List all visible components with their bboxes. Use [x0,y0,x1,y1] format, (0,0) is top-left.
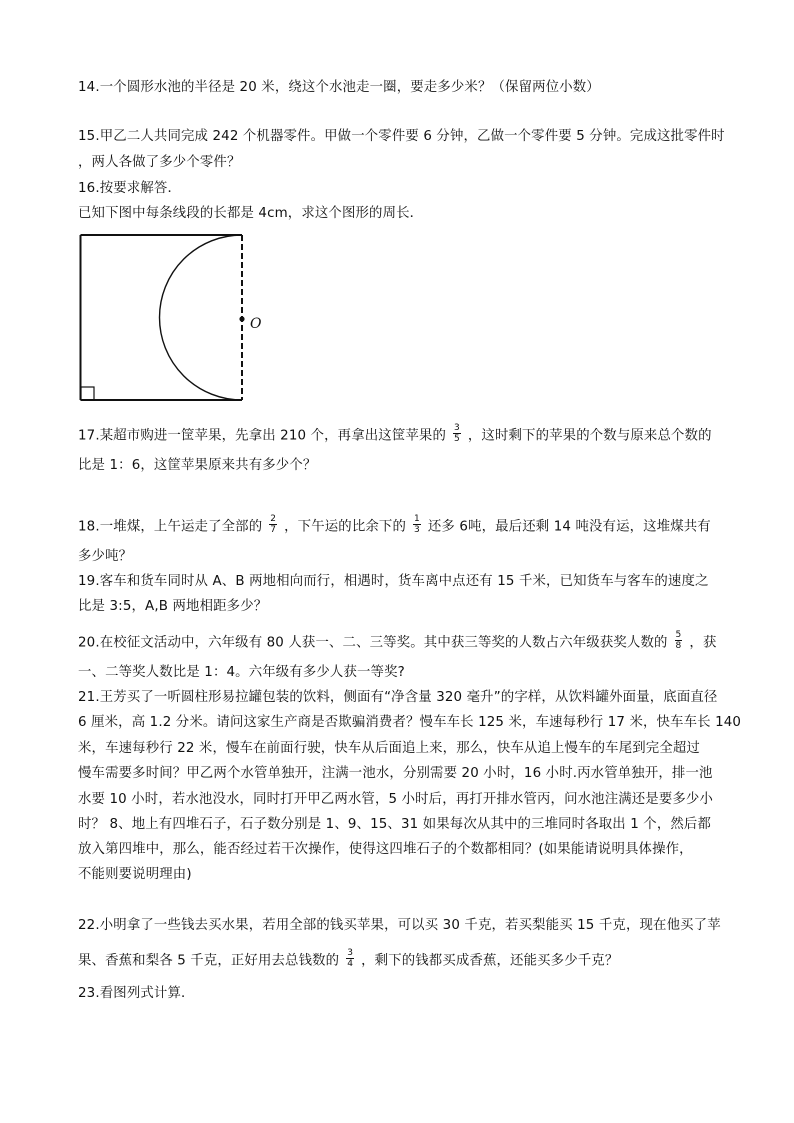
problem-19-text-1: 19.客车和货车同时从 A、B 两地相向而行，相遇时，货车离中点还有 15 千米，已知货车与客车的速度之 [78,574,709,589]
problem-18-line-1 [78,516,711,537]
problem-21-line-3 [78,740,700,758]
problem-17-text-2: 比是 1：6，这筐苹果原来共有多少个？ [78,458,317,473]
problem-19-line-1 [78,573,709,591]
square-semicircle-figure [78,232,278,404]
problem-15-text-1: 15.甲乙二人共同完成 242 个机器零件。甲做一个零件要 6 分钟，乙做一个零件要 5 分钟。完成这批零件时 [78,129,725,144]
problem-21-text-2: 6 厘米，高 1.2 分米。请问这家生产商是否欺骗消费者？慢车车长 125 米，车速每秒行 17 米，快车车长 140 [78,715,742,730]
fraction-denominator: 8 [675,641,682,651]
center-point [239,316,244,321]
fraction-one-third [413,514,421,535]
problem-21-text-5: 水要 10 小时，若水池没水，同时打开甲乙两水管，5 小时后，再打开排水管丙，问水池注满还是要多少小 [78,792,714,807]
problem-21-line-8 [78,866,192,884]
problem-20-line-1 [78,632,717,653]
problem-15-text-2: ，两人各做了多少个零件？ [78,155,241,170]
problem-20-line-2 [78,664,405,682]
problem-18-text-1b: ，下午运的比余下的 [284,519,406,535]
problem-21-text-8: 不能则要说明理由) [78,867,192,882]
fraction-numerator: 2 [270,514,277,524]
semicircle-arc [160,235,243,400]
problem-18-text-2: 多少吨？ [78,549,133,564]
center-label-o: O [250,316,262,332]
problem-21-line-1 [78,689,717,707]
fraction-denominator: 4 [347,959,354,969]
fraction-three-fifths [453,423,461,444]
problem-18-text-1c: 还多 6吨，最后还剩 14 吨没有运，这堆煤共有 [427,519,711,535]
problem-21-line-4 [78,765,713,783]
fraction-numerator: 3 [454,423,460,433]
fraction-two-sevenths [269,514,277,535]
problem-21-text-7: 放入第四堆中，那么，能否经过若干次操作，使得这四堆石子的个数都相同？(如果能请说明具体操作， [78,842,693,857]
problem-15-line-2 [78,154,241,172]
fraction-denominator: 3 [414,525,420,535]
problem-16-line-2 [78,205,423,223]
problem-20-text-1a: 20.在校征文活动中，六年级有 80 人获一、二、三等奖。其中获三等奖的人数占六年级获奖人数的 [78,635,668,651]
problem-22-text-2b: ，剩下的钱都买成香蕉，还能买多少千克？ [361,953,619,969]
problem-22-line-1 [78,917,721,935]
problem-17-text-1a: 17.某超市购进一筐苹果，先拿出 210 个，再拿出这筐苹果的 [78,428,446,444]
problem-23 [78,985,195,1003]
problem-16-text-2: 已知下图中每条线段的长都是 4cm，求这个图形的周长． [78,206,424,221]
problem-21-text-6: 时？ 8、地上有四堆石子，石子数分别是 1、9、15、31 如果每次从其中的三堆同时各取出 1 个，然后都 [78,817,712,832]
problem-21-text-3: 米，车速每秒行 22 米，慢车在前面行驶，快车从后面追上来，那么，快车从追上慢车的车尾到完全超过 [78,741,700,756]
problem-20-text-1b: ，获 [689,635,717,651]
problem-21-text-1: 21.王芳买了一听圆柱形易拉罐包装的饮料，侧面有“净含量 320 毫升”的字样，从饮料罐外面量，底面直径 [78,690,718,705]
problem-19-line-2 [78,598,267,616]
fraction-numerator: 1 [414,514,420,524]
problem-21-line-7 [78,841,693,859]
problem-22-text-1: 22.小明拿了一些钱去买水果，若用全部的钱买苹果，可以买 30 千克，若买梨能买 15 千克，现在他买了苹 [78,918,721,933]
problem-21-line-5 [78,791,713,809]
problem-21-line-6 [78,816,711,834]
problem-15-line-1 [78,128,725,146]
problem-16-line-1 [78,180,181,198]
fraction-denominator: 5 [454,434,460,444]
problem-21-line-2 [78,714,741,732]
problem-22-text-2a: 果、香蕉和梨各 5 千克，正好用去总钱数的 [78,953,340,969]
problem-17-line-2 [78,457,316,475]
fraction-five-eighths [675,630,683,651]
problem-22-line-2 [78,950,618,971]
problem-14-text: 14.一个圆形水池的半径是 20 米，绕这个水池走一圈，要走多少米？（保留两位小数） [78,80,600,95]
problem-20-text-2: 一、二等奖人数比是 1：4。六年级有多少人获一等奖? [78,665,405,680]
problem-18-text-1a: 18.一堆煤，上午运走了全部的 [78,519,263,535]
problem-14 [78,79,600,97]
problem-23-text: 23.看图列式计算． [78,986,195,1001]
problem-17-text-1b: ，这时剩下的苹果的个数与原来总个数的 [467,428,712,444]
problem-21-text-4: 慢车需要多时间？甲乙两个水管单独开，注满一池水，分别需要 20 小时，16 小时.丙水管单独开，排一池 [78,766,713,781]
problem-17-line-1 [78,425,712,446]
fraction-numerator: 5 [675,630,682,640]
fraction-numerator: 3 [347,948,354,958]
problem-16-text-1: 16.按要求解答． [78,181,181,196]
problem-18-line-2 [78,548,132,566]
fraction-denominator: 7 [270,525,277,535]
right-angle-marker [81,387,94,400]
fraction-three-quarters [346,948,354,969]
problem-19-text-2: 比是 3:5，A,B 两地相距多少？ [78,599,268,614]
